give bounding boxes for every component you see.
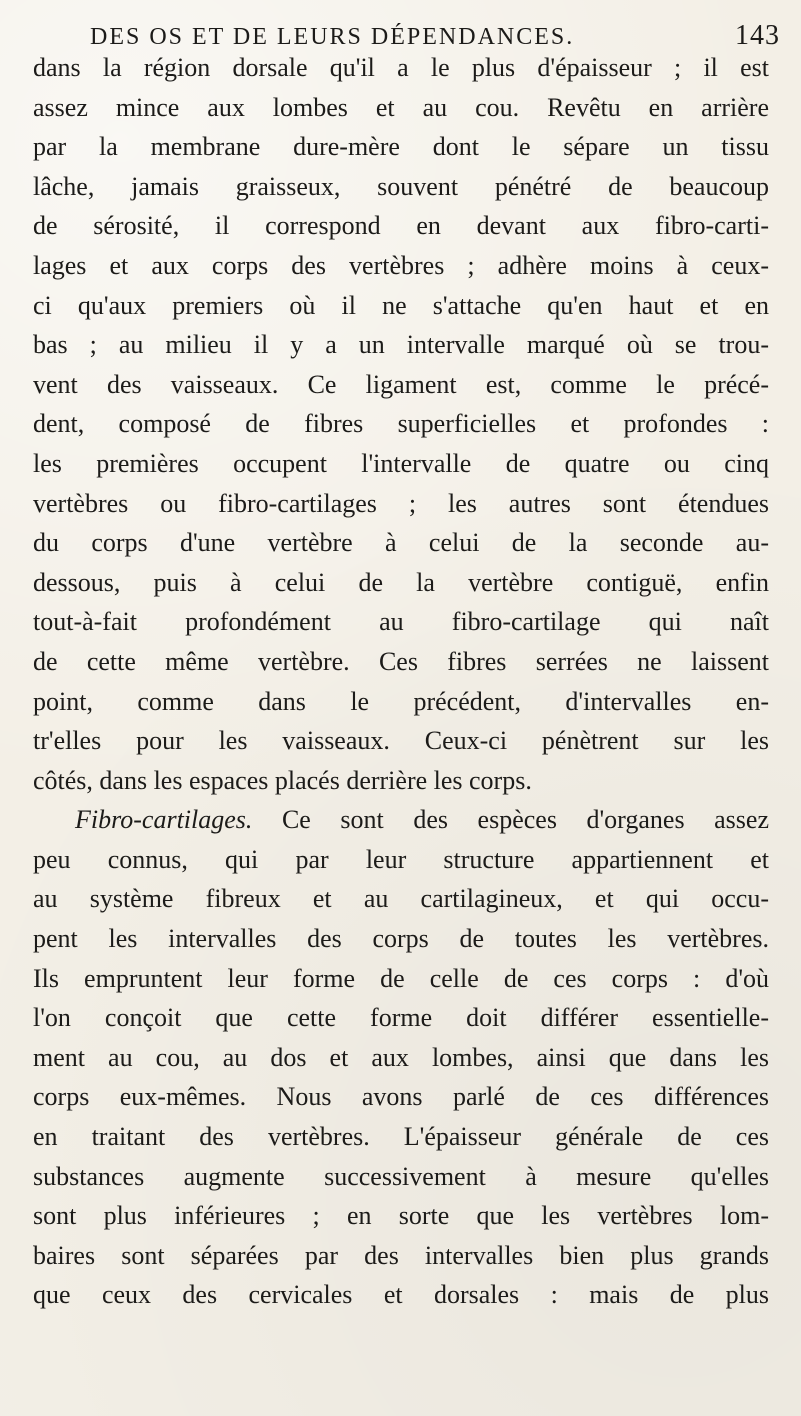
running-title: DES OS ET DE LEURS DÉPENDANCES. (90, 24, 575, 50)
text-line: que ceux des cervicales et dorsales : mais de plus (33, 1280, 769, 1310)
text-line: l'on conçoit que cette forme doit différer essentielle- (33, 1003, 769, 1033)
text-line: point, comme dans le précédent, d'intervalles en- (33, 686, 769, 716)
text-line: dent, composé de fibres superficielles et profondes : (33, 409, 769, 439)
text-line: peu connus, qui par leur structure appartiennent et (33, 844, 769, 874)
text-line: en traitant des vertèbres. L'épaisseur générale de ces (33, 1122, 769, 1152)
text-line: côtés, dans les espaces placés derrière les corps. (33, 765, 532, 795)
text-block (33, 48, 769, 1315)
text-line: tout-à-fait profondément au fibro-cartilage qui naît (33, 607, 769, 637)
text-line: de cette même vertèbre. Ces fibres serrées ne laissent (33, 646, 769, 676)
text-line: par la membrane dure-mère dont le sépare un tissu (33, 132, 769, 162)
section-text: Ce sont des espèces d'organes assez (252, 805, 769, 835)
section-heading: Fibro-cartilages. (75, 805, 253, 835)
text-line: substances augmente successivement à mesure qu'elles (33, 1161, 769, 1191)
text-line: bas ; au milieu il y a un intervalle marqué où se trou- (33, 330, 769, 360)
text-line: Ils empruntent leur forme de celle de ces corps : d'où (33, 963, 769, 993)
text-line: les premières occupent l'intervalle de quatre ou cinq (33, 448, 769, 478)
text-line: ment au cou, au dos et aux lombes, ainsi que dans les (33, 1042, 769, 1072)
text-line: assez mince aux lombes et au cou. Revêtu en arrière (33, 92, 769, 122)
text-line: sont plus inférieures ; en sorte que les vertèbres lom- (33, 1201, 769, 1231)
text-line: baires sont séparées par des intervalles bien plus grands (33, 1240, 769, 1270)
text-line: vertèbres ou fibro-cartilages ; les autres sont étendues (33, 488, 769, 518)
text-line: vent des vaisseaux. Ce ligament est, comme le précé- (33, 369, 769, 399)
page-number: 143 (735, 20, 780, 51)
text-line: ci qu'aux premiers où il ne s'attache qu'en haut et en (33, 290, 769, 320)
text-line: de sérosité, il correspond en devant aux fibro-carti- (33, 211, 769, 241)
text-line: au système fibreux et au cartilagineux, et qui occu- (33, 884, 769, 914)
text-line: du corps d'une vertèbre à celui de la seconde au- (33, 528, 769, 558)
text-line: corps eux-mêmes. Nous avons parlé de ces différences (33, 1082, 769, 1112)
section-line (33, 800, 769, 840)
text-line: pent les intervalles des corps de toutes les vertèbres. (33, 924, 769, 954)
text-line: dans la région dorsale qu'il a le plus d'épaisseur ; il est (33, 53, 769, 82)
text-line: lages et aux corps des vertèbres ; adhère moins à ceux- (33, 250, 769, 280)
text-line: tr'elles pour les vaisseaux. Ceux-ci pénètrent sur les (33, 726, 769, 756)
text-line: lâche, jamais graisseux, souvent pénétré de beaucoup (33, 171, 769, 201)
text-line: dessous, puis à celui de la vertèbre contiguë, enfin (33, 567, 769, 597)
